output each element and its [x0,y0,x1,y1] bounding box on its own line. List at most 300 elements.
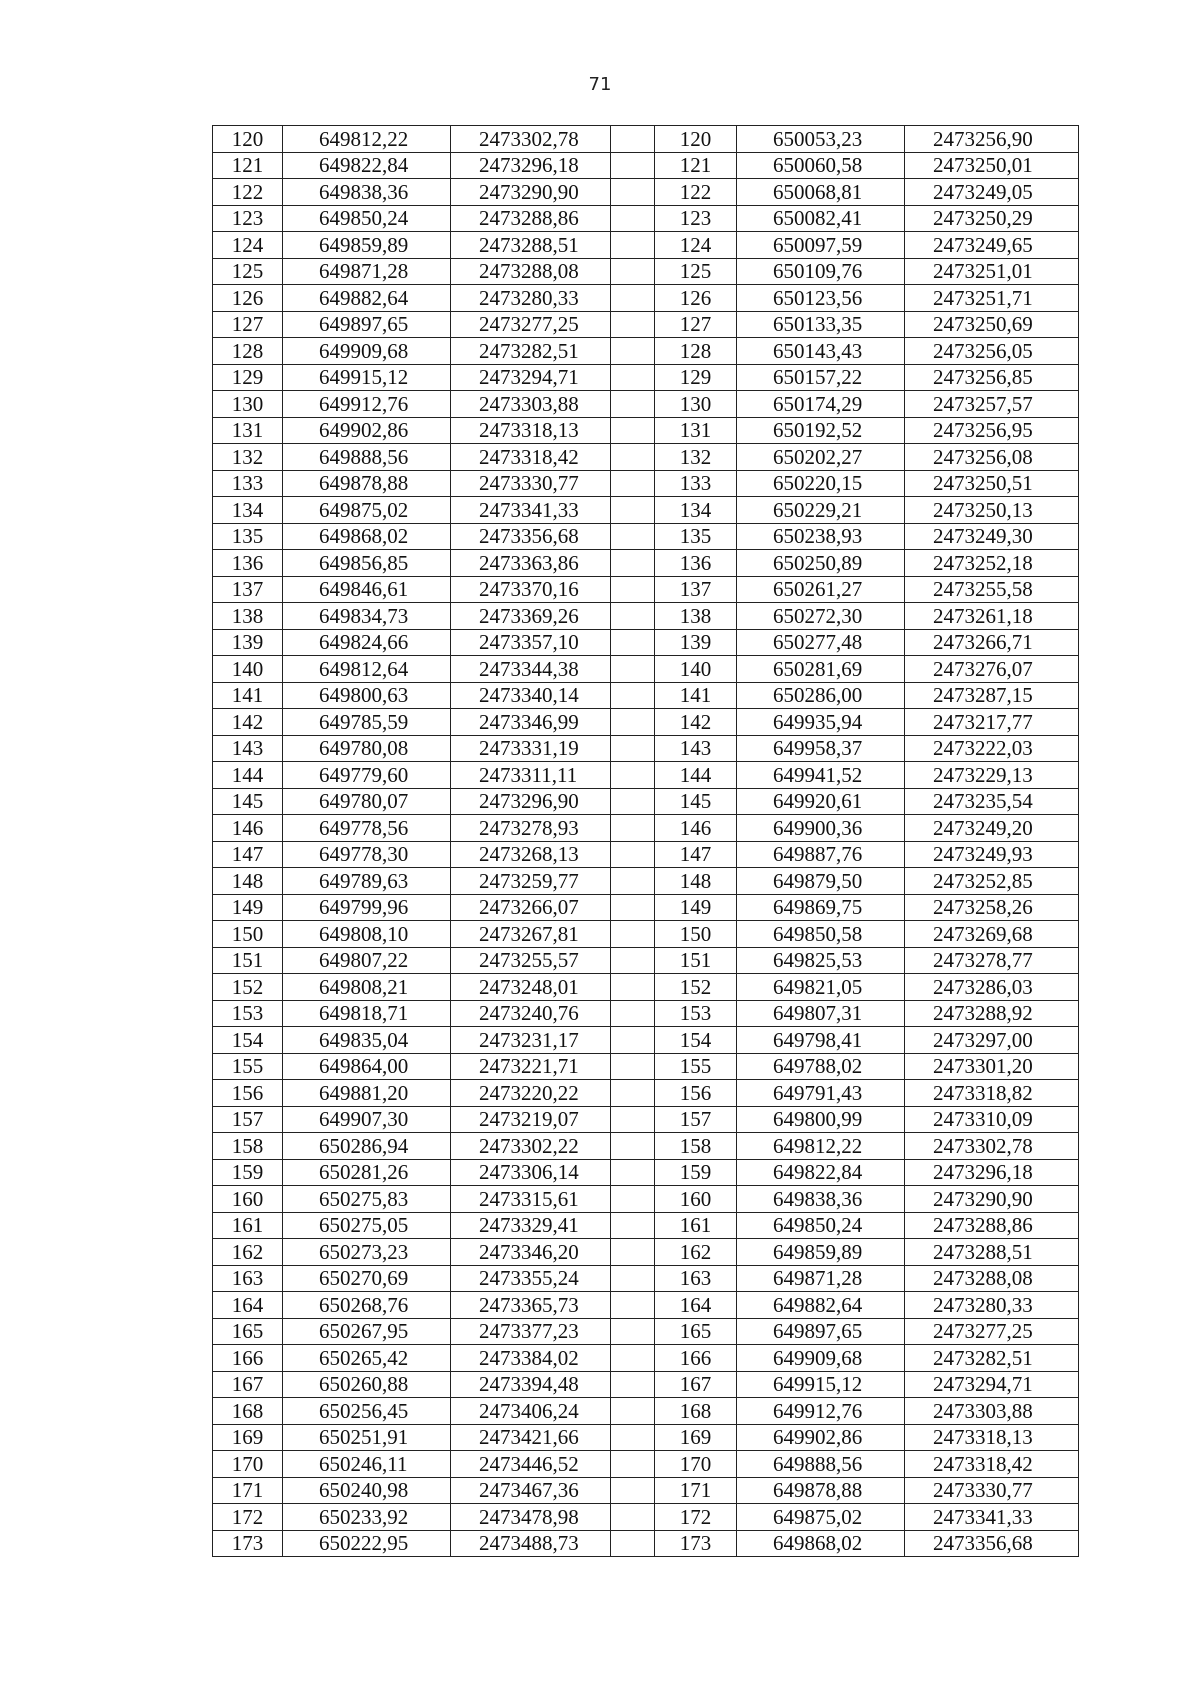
column-gap [611,815,655,842]
column-gap [611,497,655,524]
right-x-coordinate: 649825,53 [737,947,905,974]
left-x-coordinate: 650233,92 [283,1504,451,1531]
left-y-coordinate: 2473255,57 [451,947,611,974]
table-row [213,1424,1079,1451]
left-point-number: 159 [213,1159,283,1186]
right-y-coordinate: 2473222,03 [905,735,1079,762]
left-y-coordinate: 2473220,22 [451,1080,611,1107]
left-point-number: 163 [213,1265,283,1292]
right-y-coordinate: 2473261,18 [905,603,1079,630]
left-x-coordinate: 649909,68 [283,338,451,365]
left-y-coordinate: 2473340,14 [451,682,611,709]
column-gap [611,894,655,921]
right-x-coordinate: 649859,89 [737,1239,905,1266]
column-gap [611,841,655,868]
column-gap [611,947,655,974]
left-x-coordinate: 649834,73 [283,603,451,630]
left-x-coordinate: 649807,22 [283,947,451,974]
right-y-coordinate: 2473277,25 [905,1318,1079,1345]
right-point-number: 140 [655,656,737,683]
left-x-coordinate: 650256,45 [283,1398,451,1425]
right-x-coordinate: 649850,24 [737,1212,905,1239]
left-y-coordinate: 2473369,26 [451,603,611,630]
table-row [213,894,1079,921]
right-point-number: 127 [655,311,737,338]
column-gap [611,1371,655,1398]
left-x-coordinate: 649864,00 [283,1053,451,1080]
left-point-number: 149 [213,894,283,921]
column-gap [611,1451,655,1478]
left-x-coordinate: 649800,63 [283,682,451,709]
left-point-number: 160 [213,1186,283,1213]
table-row [213,1318,1079,1345]
column-gap [611,311,655,338]
left-point-number: 122 [213,179,283,206]
right-point-number: 149 [655,894,737,921]
left-point-number: 156 [213,1080,283,1107]
right-point-number: 153 [655,1000,737,1027]
right-y-coordinate: 2473251,01 [905,258,1079,285]
column-gap [611,338,655,365]
left-x-coordinate: 649902,86 [283,417,451,444]
left-y-coordinate: 2473357,10 [451,629,611,656]
left-x-coordinate: 649868,02 [283,523,451,550]
table-row [213,126,1079,153]
table-row [213,258,1079,285]
right-x-coordinate: 649900,36 [737,815,905,842]
left-y-coordinate: 2473394,48 [451,1371,611,1398]
left-point-number: 123 [213,205,283,232]
right-point-number: 150 [655,921,737,948]
column-gap [611,1477,655,1504]
column-gap [611,205,655,232]
left-x-coordinate: 649780,08 [283,735,451,762]
right-y-coordinate: 2473217,77 [905,709,1079,736]
column-gap [611,921,655,948]
left-y-coordinate: 2473288,86 [451,205,611,232]
table-row [213,735,1079,762]
right-point-number: 160 [655,1186,737,1213]
column-gap [611,1292,655,1319]
right-y-coordinate: 2473310,09 [905,1106,1079,1133]
column-gap [611,1027,655,1054]
right-x-coordinate: 649798,41 [737,1027,905,1054]
right-y-coordinate: 2473252,85 [905,868,1079,895]
left-x-coordinate: 649824,66 [283,629,451,656]
column-gap [611,417,655,444]
left-y-coordinate: 2473329,41 [451,1212,611,1239]
left-y-coordinate: 2473406,24 [451,1398,611,1425]
right-y-coordinate: 2473290,90 [905,1186,1079,1213]
left-x-coordinate: 650286,94 [283,1133,451,1160]
right-y-coordinate: 2473288,51 [905,1239,1079,1266]
right-y-coordinate: 2473269,68 [905,921,1079,948]
left-y-coordinate: 2473302,78 [451,126,611,153]
right-y-coordinate: 2473278,77 [905,947,1079,974]
right-point-number: 159 [655,1159,737,1186]
right-y-coordinate: 2473256,95 [905,417,1079,444]
left-y-coordinate: 2473384,02 [451,1345,611,1372]
left-point-number: 143 [213,735,283,762]
table-row [213,815,1079,842]
right-y-coordinate: 2473266,71 [905,629,1079,656]
right-x-coordinate: 649807,31 [737,1000,905,1027]
left-y-coordinate: 2473311,11 [451,762,611,789]
right-x-coordinate: 649868,02 [737,1530,905,1557]
left-point-number: 169 [213,1424,283,1451]
left-point-number: 133 [213,470,283,497]
right-y-coordinate: 2473256,05 [905,338,1079,365]
column-gap [611,1159,655,1186]
left-y-coordinate: 2473296,18 [451,152,611,179]
right-x-coordinate: 649897,65 [737,1318,905,1345]
column-gap [611,126,655,153]
right-y-coordinate: 2473288,86 [905,1212,1079,1239]
column-gap [611,1504,655,1531]
right-point-number: 132 [655,444,737,471]
right-point-number: 130 [655,391,737,418]
left-x-coordinate: 649778,30 [283,841,451,868]
right-point-number: 173 [655,1530,737,1557]
table-row [213,1159,1079,1186]
right-point-number: 172 [655,1504,737,1531]
left-x-coordinate: 649859,89 [283,232,451,259]
left-point-number: 141 [213,682,283,709]
right-x-coordinate: 649915,12 [737,1371,905,1398]
right-y-coordinate: 2473251,71 [905,285,1079,312]
left-y-coordinate: 2473365,73 [451,1292,611,1319]
left-x-coordinate: 649882,64 [283,285,451,312]
table-row [213,232,1079,259]
right-x-coordinate: 649875,02 [737,1504,905,1531]
column-gap [611,258,655,285]
table-row [213,470,1079,497]
table-row [213,1477,1079,1504]
left-x-coordinate: 649878,88 [283,470,451,497]
table-row [213,1053,1079,1080]
right-x-coordinate: 649887,76 [737,841,905,868]
right-x-coordinate: 649909,68 [737,1345,905,1372]
left-x-coordinate: 649897,65 [283,311,451,338]
table-row [213,1133,1079,1160]
right-x-coordinate: 650060,58 [737,152,905,179]
column-gap [611,1133,655,1160]
right-x-coordinate: 649935,94 [737,709,905,736]
right-point-number: 133 [655,470,737,497]
left-x-coordinate: 649835,04 [283,1027,451,1054]
left-y-coordinate: 2473356,68 [451,523,611,550]
table-row [213,1080,1079,1107]
right-y-coordinate: 2473288,08 [905,1265,1079,1292]
column-gap [611,1186,655,1213]
left-y-coordinate: 2473282,51 [451,338,611,365]
column-gap [611,523,655,550]
left-y-coordinate: 2473421,66 [451,1424,611,1451]
left-y-coordinate: 2473467,36 [451,1477,611,1504]
left-point-number: 173 [213,1530,283,1557]
column-gap [611,1265,655,1292]
table-row [213,1239,1079,1266]
right-x-coordinate: 650250,89 [737,550,905,577]
left-x-coordinate: 649799,96 [283,894,451,921]
left-point-number: 148 [213,868,283,895]
left-point-number: 161 [213,1212,283,1239]
left-point-number: 171 [213,1477,283,1504]
table-row [213,1292,1079,1319]
column-gap [611,364,655,391]
left-y-coordinate: 2473363,86 [451,550,611,577]
right-point-number: 141 [655,682,737,709]
left-x-coordinate: 649808,10 [283,921,451,948]
left-x-coordinate: 649812,22 [283,126,451,153]
right-x-coordinate: 649879,50 [737,868,905,895]
left-point-number: 158 [213,1133,283,1160]
right-x-coordinate: 650202,27 [737,444,905,471]
left-x-coordinate: 649850,24 [283,205,451,232]
table-row [213,311,1079,338]
right-point-number: 121 [655,152,737,179]
right-point-number: 128 [655,338,737,365]
left-point-number: 134 [213,497,283,524]
table-row [213,1371,1079,1398]
left-x-coordinate: 649915,12 [283,364,451,391]
right-y-coordinate: 2473276,07 [905,656,1079,683]
left-y-coordinate: 2473294,71 [451,364,611,391]
left-x-coordinate: 650275,05 [283,1212,451,1239]
coordinates-table-body [213,126,1079,1557]
right-x-coordinate: 649878,88 [737,1477,905,1504]
right-point-number: 125 [655,258,737,285]
right-point-number: 165 [655,1318,737,1345]
left-x-coordinate: 649808,21 [283,974,451,1001]
table-row [213,1212,1079,1239]
right-x-coordinate: 649941,52 [737,762,905,789]
table-row [213,947,1079,974]
left-point-number: 157 [213,1106,283,1133]
table-row [213,179,1079,206]
left-x-coordinate: 650268,76 [283,1292,451,1319]
column-gap [611,762,655,789]
table-row [213,1000,1079,1027]
right-x-coordinate: 650123,56 [737,285,905,312]
table-row [213,497,1079,524]
right-point-number: 126 [655,285,737,312]
left-y-coordinate: 2473346,99 [451,709,611,736]
right-point-number: 134 [655,497,737,524]
left-point-number: 153 [213,1000,283,1027]
column-gap [611,1424,655,1451]
column-gap [611,868,655,895]
left-y-coordinate: 2473267,81 [451,921,611,948]
left-point-number: 162 [213,1239,283,1266]
left-point-number: 121 [213,152,283,179]
left-point-number: 168 [213,1398,283,1425]
right-point-number: 135 [655,523,737,550]
right-y-coordinate: 2473256,08 [905,444,1079,471]
table-row [213,1504,1079,1531]
right-x-coordinate: 649812,22 [737,1133,905,1160]
table-row [213,523,1079,550]
table-row [213,338,1079,365]
left-y-coordinate: 2473221,71 [451,1053,611,1080]
column-gap [611,1053,655,1080]
left-y-coordinate: 2473290,90 [451,179,611,206]
left-x-coordinate: 650281,26 [283,1159,451,1186]
right-x-coordinate: 649888,56 [737,1451,905,1478]
right-y-coordinate: 2473296,18 [905,1159,1079,1186]
right-y-coordinate: 2473256,85 [905,364,1079,391]
left-point-number: 120 [213,126,283,153]
column-gap [611,709,655,736]
table-row [213,391,1079,418]
left-y-coordinate: 2473259,77 [451,868,611,895]
right-x-coordinate: 650157,22 [737,364,905,391]
left-y-coordinate: 2473318,42 [451,444,611,471]
left-point-number: 125 [213,258,283,285]
right-x-coordinate: 650133,35 [737,311,905,338]
table-row [213,709,1079,736]
table-row [213,1186,1079,1213]
left-x-coordinate: 649779,60 [283,762,451,789]
right-point-number: 166 [655,1345,737,1372]
right-point-number: 147 [655,841,737,868]
left-point-number: 124 [213,232,283,259]
table-row [213,841,1079,868]
table-row [213,205,1079,232]
right-y-coordinate: 2473318,82 [905,1080,1079,1107]
right-point-number: 158 [655,1133,737,1160]
right-point-number: 155 [655,1053,737,1080]
right-point-number: 154 [655,1027,737,1054]
left-y-coordinate: 2473341,33 [451,497,611,524]
right-point-number: 143 [655,735,737,762]
left-x-coordinate: 649912,76 [283,391,451,418]
right-x-coordinate: 649838,36 [737,1186,905,1213]
right-point-number: 148 [655,868,737,895]
table-row [213,152,1079,179]
left-x-coordinate: 649871,28 [283,258,451,285]
left-x-coordinate: 649875,02 [283,497,451,524]
left-x-coordinate: 649881,20 [283,1080,451,1107]
right-point-number: 152 [655,974,737,1001]
right-y-coordinate: 2473250,29 [905,205,1079,232]
right-point-number: 139 [655,629,737,656]
left-point-number: 140 [213,656,283,683]
right-x-coordinate: 649791,43 [737,1080,905,1107]
right-x-coordinate: 650143,43 [737,338,905,365]
left-y-coordinate: 2473331,19 [451,735,611,762]
right-point-number: 122 [655,179,737,206]
left-x-coordinate: 649856,85 [283,550,451,577]
left-point-number: 137 [213,576,283,603]
right-y-coordinate: 2473288,92 [905,1000,1079,1027]
table-row [213,629,1079,656]
left-point-number: 132 [213,444,283,471]
right-point-number: 131 [655,417,737,444]
column-gap [611,550,655,577]
right-y-coordinate: 2473287,15 [905,682,1079,709]
right-point-number: 146 [655,815,737,842]
right-y-coordinate: 2473318,13 [905,1424,1079,1451]
left-x-coordinate: 649789,63 [283,868,451,895]
right-y-coordinate: 2473249,20 [905,815,1079,842]
left-y-coordinate: 2473277,25 [451,311,611,338]
left-y-coordinate: 2473280,33 [451,285,611,312]
left-point-number: 128 [213,338,283,365]
right-x-coordinate: 650277,48 [737,629,905,656]
coordinates-table [212,125,1079,1557]
table-row [213,576,1079,603]
left-y-coordinate: 2473266,07 [451,894,611,921]
right-y-coordinate: 2473280,33 [905,1292,1079,1319]
left-x-coordinate: 650275,83 [283,1186,451,1213]
left-y-coordinate: 2473377,23 [451,1318,611,1345]
left-point-number: 145 [213,788,283,815]
left-point-number: 150 [213,921,283,948]
right-x-coordinate: 650229,21 [737,497,905,524]
left-y-coordinate: 2473219,07 [451,1106,611,1133]
left-point-number: 142 [213,709,283,736]
left-y-coordinate: 2473370,16 [451,576,611,603]
table-row [213,603,1079,630]
left-x-coordinate: 650267,95 [283,1318,451,1345]
right-x-coordinate: 649800,99 [737,1106,905,1133]
right-x-coordinate: 649920,61 [737,788,905,815]
left-point-number: 152 [213,974,283,1001]
column-gap [611,576,655,603]
right-x-coordinate: 650174,29 [737,391,905,418]
left-x-coordinate: 650246,11 [283,1451,451,1478]
column-gap [611,656,655,683]
table-row [213,1530,1079,1557]
right-point-number: 151 [655,947,737,974]
right-point-number: 120 [655,126,737,153]
left-point-number: 166 [213,1345,283,1372]
right-point-number: 144 [655,762,737,789]
left-point-number: 135 [213,523,283,550]
left-x-coordinate: 650270,69 [283,1265,451,1292]
left-y-coordinate: 2473302,22 [451,1133,611,1160]
left-x-coordinate: 649812,64 [283,656,451,683]
table-row [213,656,1079,683]
right-x-coordinate: 650068,81 [737,179,905,206]
right-y-coordinate: 2473356,68 [905,1530,1079,1557]
right-y-coordinate: 2473250,01 [905,152,1079,179]
left-y-coordinate: 2473488,73 [451,1530,611,1557]
right-x-coordinate: 649869,75 [737,894,905,921]
right-y-coordinate: 2473249,93 [905,841,1079,868]
table-row [213,1451,1079,1478]
left-point-number: 167 [213,1371,283,1398]
left-point-number: 129 [213,364,283,391]
right-y-coordinate: 2473250,69 [905,311,1079,338]
column-gap [611,1212,655,1239]
right-x-coordinate: 649821,05 [737,974,905,1001]
right-point-number: 167 [655,1371,737,1398]
left-y-coordinate: 2473346,20 [451,1239,611,1266]
left-point-number: 165 [213,1318,283,1345]
table-row [213,1398,1079,1425]
left-point-number: 144 [213,762,283,789]
right-point-number: 156 [655,1080,737,1107]
left-point-number: 146 [213,815,283,842]
column-gap [611,1345,655,1372]
right-y-coordinate: 2473258,26 [905,894,1079,921]
column-gap [611,974,655,1001]
right-y-coordinate: 2473301,20 [905,1053,1079,1080]
column-gap [611,1239,655,1266]
right-x-coordinate: 650281,69 [737,656,905,683]
